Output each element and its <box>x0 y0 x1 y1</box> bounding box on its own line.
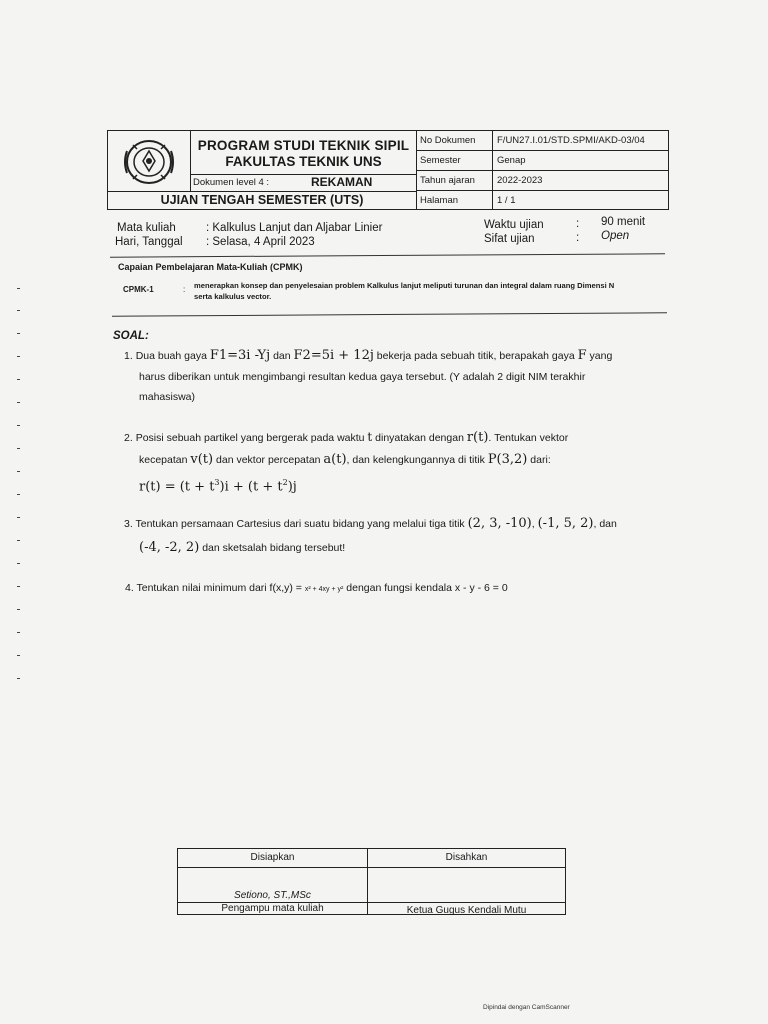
preparer-role: Pengampu mata kuliah <box>221 903 324 914</box>
meta-key: Semester <box>417 151 493 170</box>
soal-heading: SOAL: <box>113 330 149 342</box>
date-value: : Selasa, 4 April 2023 <box>206 236 315 248</box>
question-text: dinyatakan dengan <box>372 432 467 444</box>
question-1-line-3: mahasiswa) <box>139 391 196 403</box>
question-text: , <box>531 518 538 530</box>
margin-mark <box>17 586 20 587</box>
cpmk-title: Capaian Pembelajaran Mata-Kuliah (CPMK) <box>118 262 303 272</box>
question-1 <box>124 345 669 367</box>
margin-mark <box>17 448 20 449</box>
question-2 <box>124 427 669 449</box>
meta-key: No Dokumen <box>417 131 493 150</box>
meta-row-academic-year <box>417 171 668 191</box>
cpmk-code: CPMK-1 <box>123 285 154 294</box>
doc-level-value: REKAMAN <box>311 175 373 189</box>
margin-mark <box>17 632 20 633</box>
margin-mark <box>17 471 20 472</box>
date-label: Hari, Tanggal <box>115 236 183 248</box>
point-3: (-4, -2, 2) <box>139 540 200 555</box>
header-table <box>107 130 669 210</box>
exam-type-colon: : <box>576 232 580 244</box>
question-text: dan <box>270 350 294 362</box>
margin-mark <box>17 356 20 357</box>
acceleration-function: a(t) <box>323 452 347 467</box>
margin-mark <box>17 288 20 289</box>
divider-bottom <box>112 312 667 316</box>
exam-type-value: Open <box>601 230 630 242</box>
question-text: , dan kelengkungannya di titik <box>346 454 488 466</box>
duration-value: 90 menit <box>601 216 646 228</box>
margin-mark <box>17 517 20 518</box>
force-f2: F2=5i + 12j <box>293 348 374 363</box>
approver-role: Ketua Gugus Kendali Mutu <box>406 905 527 916</box>
point-2: (-1, 5, 2) <box>537 516 594 531</box>
margin-mark <box>17 678 20 679</box>
question-text: dari: <box>527 454 551 466</box>
cpmk-text: menerapkan konsep dan penyelesaian problem Kalkulus lanjut meliputi turunan dan integral dalam ruang Dimensi N serta kalkulus vector. <box>194 281 615 301</box>
document-meta <box>417 131 668 209</box>
question-number: 3. <box>124 518 133 530</box>
meta-value: 1 / 1 <box>497 195 516 206</box>
scanner-watermark: Dipindai dengan CamScanner <box>483 1004 570 1011</box>
signature-divider <box>178 867 565 868</box>
question-text: Tentukan nilai minimum dari f(x,y) = <box>136 582 305 594</box>
preparer-name: Setiono, ST.,MSc <box>234 890 311 901</box>
meta-value: 2022-2023 <box>497 175 543 186</box>
question-number: 1. <box>124 350 133 362</box>
duration-colon: : <box>576 218 580 230</box>
question-1-line-2: harus diberikan untuk mengimbangi resultan kedua gaya tersebut. (Y adalah 2 digit NIM terakhir <box>139 371 586 383</box>
meta-key: Halaman <box>417 191 493 210</box>
margin-mark <box>17 425 20 426</box>
point-1: (2, 3, -10) <box>467 516 532 531</box>
meta-row-page <box>417 191 668 210</box>
program-line-1: PROGRAM STUDI TEKNIK SIPIL <box>197 138 410 153</box>
course-label: Mata kuliah <box>117 222 176 234</box>
velocity-function: v(t) <box>190 452 214 467</box>
signature-table <box>177 848 566 915</box>
question-text: Dua buah gaya <box>135 350 210 362</box>
program-line-2: FAKULTAS TEKNIK UNS <box>225 154 382 169</box>
question-2-line-2 <box>139 449 679 471</box>
question-3-line-2 <box>139 537 345 559</box>
time-variable: t <box>367 430 373 444</box>
exam-title: UJIAN TENGAH SEMESTER (UTS) <box>108 192 417 209</box>
question-text: . Tentukan vektor <box>488 432 569 444</box>
margin-mark <box>17 402 20 403</box>
margin-mark <box>17 379 20 380</box>
equation-part: )j <box>287 479 297 495</box>
exam-type-label: Sifat ujian <box>484 233 535 245</box>
force-f1: F1=3i -Yj <box>209 348 271 363</box>
equation-exponent: 3 <box>214 478 220 487</box>
prepared-label: Disiapkan <box>250 852 295 863</box>
equation-part: r(t) = (t + t <box>139 479 215 495</box>
equation-part: )i + (t + t <box>219 479 283 495</box>
meta-key: Tahun ajaran <box>417 171 493 190</box>
meta-value: Genap <box>497 155 526 166</box>
margin-mark <box>17 655 20 656</box>
cpmk-colon: : <box>183 285 186 294</box>
margin-mark <box>17 540 20 541</box>
divider-top <box>110 253 665 257</box>
approved-label: Disahkan <box>445 852 488 863</box>
margin-mark <box>17 494 20 495</box>
university-logo <box>108 131 191 192</box>
question-text: , dan <box>593 518 617 530</box>
duration-label: Waktu ujian <box>484 219 544 231</box>
question-number: 4. <box>125 582 134 594</box>
question-text: dengan fungsi kendala x - y - 6 = 0 <box>343 582 508 594</box>
objective-function: x² + 4xy + y² <box>304 586 344 593</box>
question-text: bekerja pada sebuah titik, berapakah gaya <box>373 350 578 362</box>
position-equation <box>139 472 297 497</box>
question-text: dan vektor percepatan <box>213 454 324 466</box>
question-text: Posisi sebuah partikel yang bergerak pada waktu <box>135 432 368 444</box>
course-value: : Kalkulus Lanjut dan Aljabar Linier <box>206 222 383 234</box>
question-number: 2. <box>124 432 133 444</box>
program-title <box>191 131 417 175</box>
meta-row-semester <box>417 151 668 171</box>
point-p: P(3,2) <box>487 452 528 467</box>
equation-exponent: 2 <box>282 478 288 487</box>
question-text: yang <box>586 350 613 362</box>
question-3 <box>124 513 674 535</box>
margin-mark <box>17 333 20 334</box>
position-function: r(t) <box>466 430 489 445</box>
margin-mark <box>17 563 20 564</box>
meta-row-doc-number <box>417 131 668 151</box>
document-level <box>191 175 417 192</box>
question-text: Tentukan persamaan Cartesius dari suatu bidang yang melalui tiga titik <box>135 518 468 530</box>
margin-mark <box>17 609 20 610</box>
meta-value: F/UN27.I.01/STD.SPMI/AKD-03/04 <box>497 135 645 146</box>
force-f: F <box>577 348 587 363</box>
question-text: kecepatan <box>139 454 191 466</box>
question-4 <box>125 578 675 600</box>
margin-mark <box>17 310 20 311</box>
question-text: dan sketsalah bidang tersebut! <box>199 542 346 554</box>
doc-level-label: Dokumen level 4 : <box>193 177 270 188</box>
